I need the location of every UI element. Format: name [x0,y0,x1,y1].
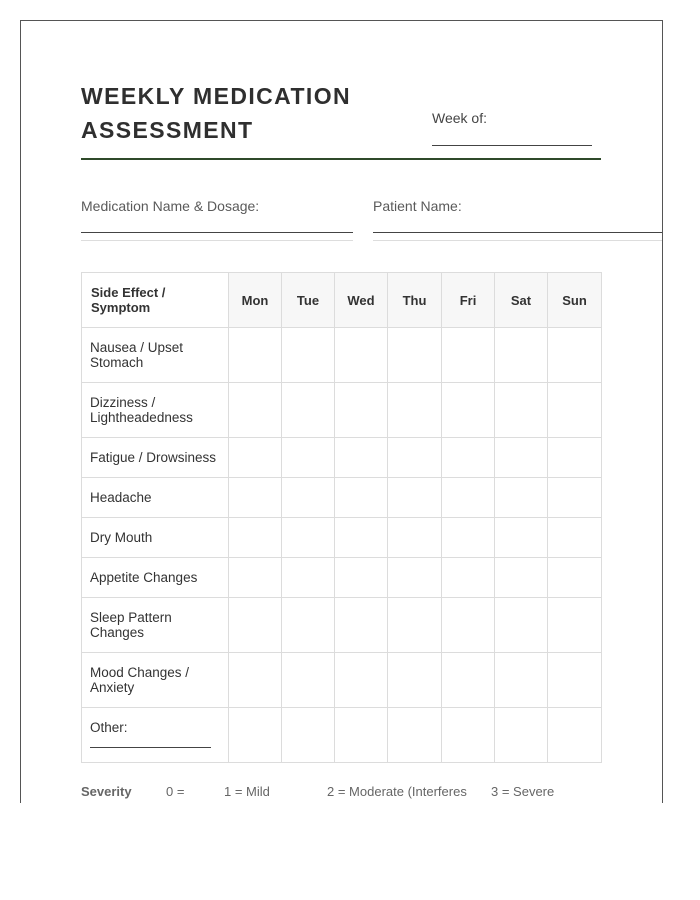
entry-cell[interactable] [442,598,495,653]
entry-cell[interactable] [335,478,388,518]
table-row [82,598,602,653]
entry-cell[interactable] [229,438,282,478]
entry-cell[interactable] [335,653,388,708]
table-header-row [82,273,602,328]
week-of-blank-line[interactable] [432,145,592,146]
entry-cell[interactable] [335,558,388,598]
table-row [82,558,602,598]
form-title [81,79,411,147]
entry-cell[interactable] [229,328,282,383]
symptom-label: Dry Mouth [82,518,229,558]
patient-name-guide-line [373,240,663,241]
entry-cell[interactable] [442,708,495,763]
symptom-tracker-table [81,272,602,763]
entry-cell[interactable] [282,438,335,478]
medication-name-guide-line [81,240,353,241]
entry-cell[interactable] [442,328,495,383]
entry-cell[interactable] [335,708,388,763]
entry-cell[interactable] [442,383,495,438]
day-header-fri: Fri [442,273,495,328]
day-header-wed: Wed [335,273,388,328]
entry-cell[interactable] [388,438,442,478]
severity-legend [81,784,641,802]
medication-name-blank-line[interactable] [81,232,353,233]
entry-cell[interactable] [388,708,442,763]
patient-name-field[interactable] [373,197,663,241]
entry-cell[interactable] [388,558,442,598]
table-row [82,328,602,383]
entry-cell[interactable] [229,478,282,518]
entry-cell[interactable] [282,478,335,518]
entry-cell[interactable] [495,558,548,598]
entry-cell[interactable] [229,383,282,438]
day-header-sat: Sat [495,273,548,328]
table-row [82,653,602,708]
symptom-label: Sleep Pattern Changes [82,598,229,653]
week-of-field[interactable] [432,109,592,146]
entry-cell[interactable] [282,383,335,438]
entry-cell[interactable] [495,438,548,478]
symptom-label: Mood Changes / Anxiety [82,653,229,708]
severity-level-1: 1 = Mild [224,784,270,799]
medication-name-label: Medication Name & Dosage: [81,198,260,214]
entry-cell[interactable] [229,653,282,708]
entry-cell[interactable] [229,518,282,558]
symptom-label: Appetite Changes [82,558,229,598]
entry-cell[interactable] [548,438,602,478]
entry-cell[interactable] [388,478,442,518]
entry-cell[interactable] [442,558,495,598]
entry-cell[interactable] [335,598,388,653]
symptom-label: Headache [82,478,229,518]
entry-cell[interactable] [548,558,602,598]
week-of-label: Week of: [432,110,487,126]
entry-cell[interactable] [495,328,548,383]
entry-cell[interactable] [548,598,602,653]
day-header-tue: Tue [282,273,335,328]
entry-cell[interactable] [548,708,602,763]
entry-cell[interactable] [495,598,548,653]
entry-cell[interactable] [282,653,335,708]
entry-cell[interactable] [229,708,282,763]
entry-cell[interactable] [282,518,335,558]
severity-level-2: 2 = Moderate (Interferes [327,784,467,799]
entry-cell[interactable] [495,518,548,558]
table-row [82,383,602,438]
symptom-label: Nausea / Upset Stomach [82,328,229,383]
other-symptom-blank-line[interactable] [90,747,211,748]
severity-level-3: 3 = Severe [491,784,555,799]
entry-cell[interactable] [388,598,442,653]
entry-cell[interactable] [335,328,388,383]
patient-name-label: Patient Name: [373,198,462,214]
entry-cell[interactable] [388,518,442,558]
table-row [82,438,602,478]
symptom-label: Fatigue / Drowsiness [82,438,229,478]
entry-cell[interactable] [282,708,335,763]
entry-cell[interactable] [229,558,282,598]
entry-cell[interactable] [282,558,335,598]
entry-cell[interactable] [495,478,548,518]
medication-name-field[interactable] [81,197,353,241]
day-header-mon: Mon [229,273,282,328]
entry-cell[interactable] [282,598,335,653]
entry-cell[interactable] [388,383,442,438]
symptom-label: Dizziness / Lightheadedness [82,383,229,438]
form-title-line-1: WEEKLY MEDICATION [81,83,352,109]
severity-label: Severity [81,784,132,799]
other-symptom-cell[interactable] [82,708,229,763]
title-divider [81,158,601,160]
entry-cell[interactable] [229,598,282,653]
entry-cell[interactable] [335,383,388,438]
entry-cell[interactable] [495,653,548,708]
day-header-sun: Sun [548,273,602,328]
entry-cell[interactable] [548,478,602,518]
entry-cell[interactable] [442,478,495,518]
entry-cell[interactable] [388,328,442,383]
assessment-form-page [20,20,663,803]
entry-cell[interactable] [442,438,495,478]
day-header-thu: Thu [388,273,442,328]
patient-name-blank-line[interactable] [373,232,663,233]
entry-cell[interactable] [548,383,602,438]
entry-cell[interactable] [335,518,388,558]
table-row [82,478,602,518]
entry-cell[interactable] [282,328,335,383]
symptom-column-header: Side Effect / Symptom [82,273,229,328]
entry-cell[interactable] [495,383,548,438]
entry-cell[interactable] [388,653,442,708]
entry-cell[interactable] [442,518,495,558]
severity-level-0: 0 = [166,784,185,799]
entry-cell[interactable] [335,438,388,478]
other-symptom-label: Other: [90,720,128,735]
entry-cell[interactable] [495,708,548,763]
entry-cell[interactable] [548,328,602,383]
entry-cell[interactable] [548,518,602,558]
entry-cell[interactable] [442,653,495,708]
form-title-line-2: ASSESSMENT [81,117,254,143]
table-row [82,518,602,558]
table-row-other [82,708,602,763]
entry-cell[interactable] [548,653,602,708]
